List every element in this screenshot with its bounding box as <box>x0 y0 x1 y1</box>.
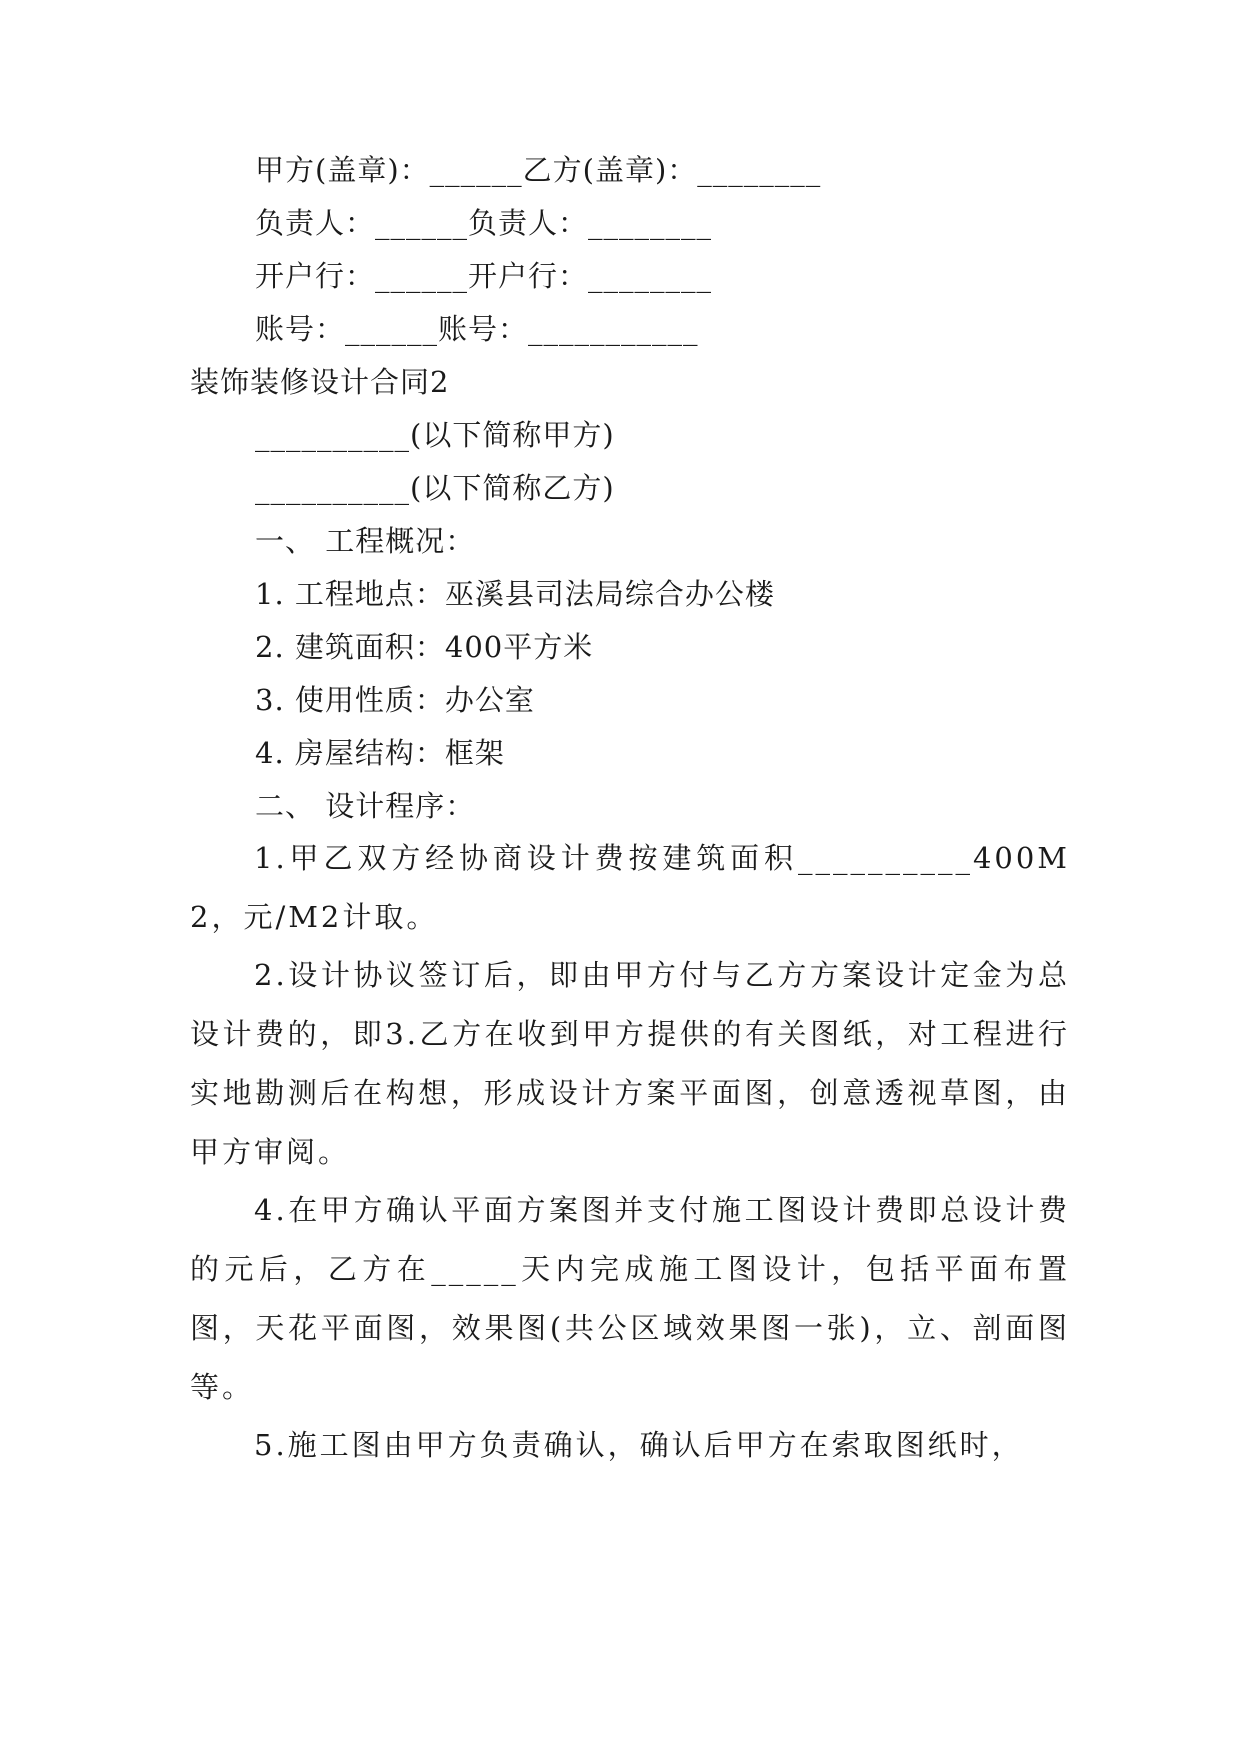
account-line: 账号：______账号：___________ <box>255 312 699 346</box>
paragraph: 2.设计协议签订后，即由甲方付与乙方方案设计定金为总设计费的，即3.乙方在收到甲方提供的有关图纸，对工程进行实地勘测后在构想，形成设计方案平面图，创意透视草图，由甲方审阅。 <box>190 958 1070 1169</box>
party-b-line: __________(以下简称乙方) <box>255 471 615 505</box>
list-item: 4. 房屋结构：框架 <box>255 736 505 770</box>
paragraph: 4.在甲方确认平面方案图并支付施工图设计费即总设计费的元后，乙方在_____天内完成施工图设计，包括平面布置图，天花平面图，效果图(共公区域效果图一张)，立、剖面图等。 <box>190 1193 1070 1404</box>
paragraph: 1.甲乙双方经协商设计费按建筑面积__________400M2，元/M2计取。 <box>190 841 1070 934</box>
section-heading: 二、 设计程序： <box>255 789 476 823</box>
list-item: 2. 建筑面积：400平方米 <box>255 630 594 664</box>
contract-title: 装饰装修设计合同2 <box>190 365 450 399</box>
paragraph: 5.施工图由甲方负责确认，确认后甲方在索取图纸时， <box>254 1428 1024 1462</box>
list-item: 3. 使用性质：办公室 <box>255 683 535 717</box>
party-a-line: __________(以下简称甲方) <box>255 418 615 452</box>
party-seal-line: 甲方(盖章)：______乙方(盖章)：________ <box>255 153 822 187</box>
bank-line: 开户行：______开户行：________ <box>255 259 713 293</box>
list-item: 1. 工程地点：巫溪县司法局综合办公楼 <box>255 577 775 611</box>
responsible-person-line: 负责人：______负责人：________ <box>255 206 713 240</box>
section-heading: 一、 工程概况： <box>255 524 476 558</box>
